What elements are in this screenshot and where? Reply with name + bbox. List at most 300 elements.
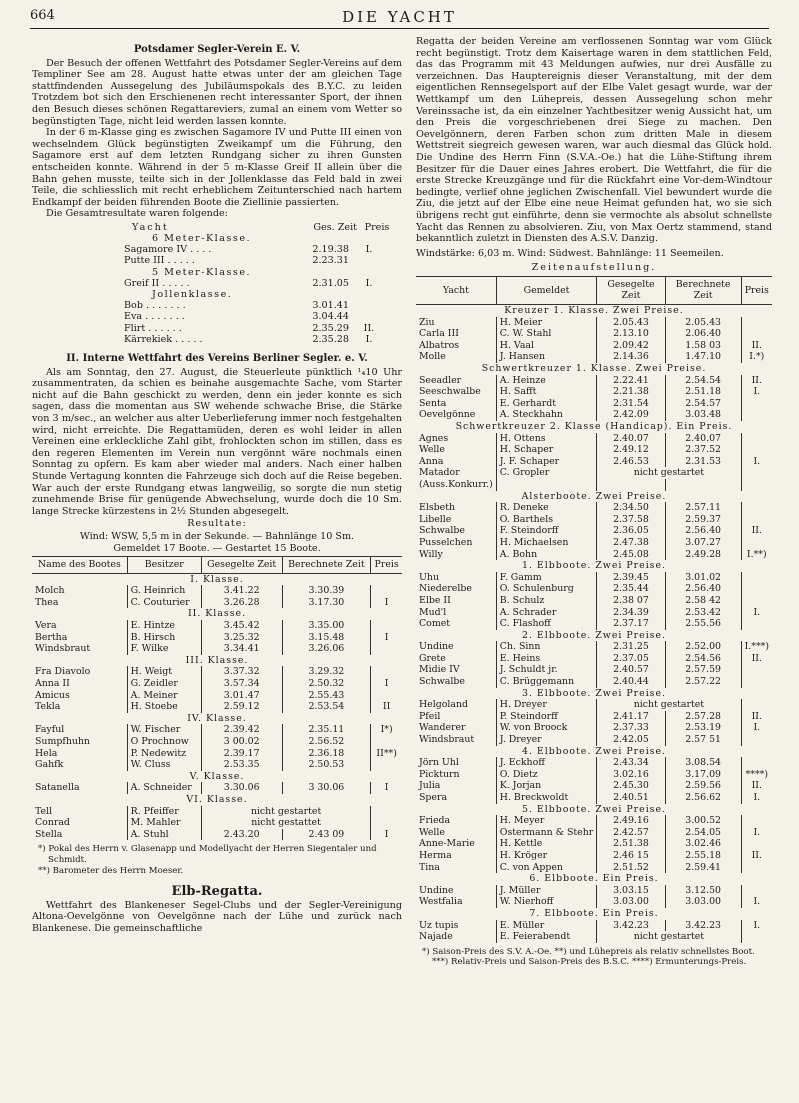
- prize: [371, 759, 402, 771]
- owner: E. Müller: [496, 920, 596, 932]
- sailed-time: 2.37.58: [597, 514, 665, 526]
- table-row: [416, 467, 772, 479]
- boat-name: Anne-Marie: [419, 838, 475, 850]
- table-row: [416, 618, 772, 630]
- boat-name: Tina: [419, 861, 440, 873]
- prize: II: [371, 701, 402, 713]
- elb-intro: Wettfahrt des Blankeneser Segel-Clubs und der Segler-Vereinigung Altona-Oevelgönne von Oevelgönne nach der Lühe und zurück nach Blankenese. Die gemeinschaftliche: [32, 899, 402, 934]
- sailed-time: 2.59.12: [201, 701, 282, 713]
- prize: [741, 734, 772, 746]
- computed-time: 3.08.54: [665, 757, 741, 769]
- computed-time: 1.58 03: [665, 340, 741, 352]
- sailed-time: nicht gestartet: [597, 467, 741, 479]
- table-row: [416, 479, 772, 491]
- owner: H. Breckwoldt: [496, 792, 596, 804]
- table-row: [32, 759, 402, 771]
- class-row: [32, 771, 402, 783]
- total-time: 2.31.05: [312, 277, 349, 289]
- prize: I.: [741, 827, 772, 839]
- boat-name: Senta: [419, 397, 447, 409]
- sailed-time: 2.37.17: [597, 618, 665, 630]
- table-row: [416, 676, 772, 688]
- class-row: [416, 746, 772, 758]
- yacht-name: Greif II . . . . .: [124, 277, 190, 289]
- owner: A. Meiner: [127, 690, 201, 702]
- owner: H. Vaal: [496, 340, 596, 352]
- table-row: [416, 328, 772, 340]
- potsdam-results-header: [32, 222, 402, 233]
- total-time: 3.01.41: [312, 300, 349, 312]
- computed-time: 2.37.52: [665, 444, 741, 456]
- computed-time: 2.40.07: [665, 433, 741, 445]
- sailed-time: 2.13.10: [597, 328, 665, 340]
- sailed-time: 3.34.41: [201, 643, 282, 655]
- owner: Ostermann & Stehr: [496, 827, 596, 839]
- column-header: Berechnete Zeit: [665, 276, 741, 304]
- owner: W. Cluss: [127, 759, 201, 771]
- prize: [741, 862, 772, 874]
- boat-name: Schwalbe: [419, 676, 465, 688]
- result-class-heading: Jollenklasse.: [152, 289, 233, 301]
- result-class-heading: 5 Meter-Klasse.: [152, 266, 252, 278]
- owner: E. Gerhardt: [496, 398, 596, 410]
- prize: II.: [741, 653, 772, 665]
- table-row: [416, 583, 772, 595]
- owner: K. Jorjan: [496, 780, 596, 792]
- computed-time: 2.54.05: [665, 827, 741, 839]
- boat-name: Anna: [419, 455, 444, 467]
- head-zeit: Ges. Zeit: [313, 221, 357, 233]
- potsdam-title: Potsdamer Segler-Verein E. V.: [133, 44, 301, 55]
- class-heading: 3. Elbboote. Zwei Preise.: [521, 687, 667, 699]
- table-row: [416, 386, 772, 398]
- computed-time: 3.42.23: [665, 920, 741, 932]
- boat-name: Uhu: [419, 571, 439, 583]
- boat-name: Molch: [35, 585, 65, 597]
- column-header: Gesegelte Zeit: [201, 557, 282, 574]
- sailed-time: 3.45.42: [201, 620, 282, 632]
- result-row: [32, 334, 402, 345]
- column-header: Berechnete Zeit: [282, 557, 371, 574]
- owner: G. Zeidler: [127, 678, 201, 690]
- class-heading: III. Klasse.: [185, 654, 249, 666]
- table-row: [32, 678, 402, 690]
- prize: ****): [741, 769, 772, 781]
- prize: [371, 736, 402, 748]
- prize: [741, 328, 772, 340]
- sailed-time: 3.03.00: [597, 896, 665, 908]
- owner: H. Safft: [496, 386, 596, 398]
- class-heading: IV. Klasse.: [187, 712, 247, 724]
- computed-time: 2.57.11: [665, 502, 741, 514]
- boat-name: Hela: [35, 747, 58, 759]
- prize: [741, 409, 772, 421]
- table-row: [416, 537, 772, 549]
- boat-name: Sumpfhuhn: [35, 735, 90, 747]
- computed-time: 2.59.41: [665, 862, 741, 874]
- owner: E. Hintze: [127, 620, 201, 632]
- sailed-time: 2.39.42: [201, 724, 282, 736]
- computed-time: 3.02.46: [665, 838, 741, 850]
- class-row: [416, 305, 772, 317]
- prize: [741, 572, 772, 584]
- sailed-time: 2.42.57: [597, 827, 665, 839]
- table-row: [32, 829, 402, 841]
- table-row: [32, 724, 402, 736]
- sailed-time: 3.03.15: [597, 885, 665, 897]
- prize: II.: [741, 711, 772, 723]
- boat-name: Vera: [35, 620, 57, 632]
- owner: H. Weigt: [127, 666, 201, 678]
- sailed-time: 3 00.02: [201, 736, 282, 748]
- computed-time: 3 30.06: [282, 782, 371, 794]
- table-row: [416, 444, 772, 456]
- table-row: [416, 664, 772, 676]
- elb-wind: Windstärke: 6,03 m. Wind: Südwest. Bahnlänge: 11 Seemeilen.: [416, 247, 724, 259]
- class-row: [416, 630, 772, 642]
- prize: I.: [741, 386, 772, 398]
- table-row: [416, 317, 772, 329]
- sailed-time: 2.43.20: [201, 829, 282, 841]
- table-row: [416, 340, 772, 352]
- computed-time: 2.31.53: [665, 456, 741, 468]
- total-time: 3.04.44: [312, 311, 349, 323]
- prize: I*): [371, 724, 402, 736]
- yacht-name: Bob . . . . . . .: [124, 300, 186, 312]
- prize: [371, 806, 402, 818]
- sailed-time: 3.57.34: [201, 678, 282, 690]
- prize: I.: [741, 607, 772, 619]
- class-row: [32, 794, 402, 806]
- prize: [349, 255, 389, 266]
- owner: A. Heinze: [496, 375, 596, 387]
- owner: C. von Appen: [496, 862, 596, 874]
- prize: [741, 664, 772, 676]
- owner: J. Dreyer: [496, 734, 596, 746]
- boat-name: Najade: [419, 931, 453, 943]
- sailed-time: nicht gestattet: [201, 817, 370, 829]
- prize: [741, 885, 772, 897]
- owner: A. Stuhl: [127, 829, 201, 841]
- class-heading: Schwertkreuzer 1. Klasse. Zwei Preise.: [481, 363, 707, 375]
- owner: J. F. Schaper: [496, 456, 596, 468]
- result-row: [32, 323, 402, 334]
- table-row: [416, 896, 772, 908]
- computed-time: [665, 479, 741, 491]
- class-heading: 4. Elbboote. Zwei Preise.: [521, 745, 667, 757]
- table-row: [416, 885, 772, 897]
- computed-time: 2.35.11: [282, 724, 371, 736]
- boat-name: Windsbraut: [419, 734, 475, 746]
- elb-title: Elb-Regatta.: [171, 884, 263, 900]
- sailed-time: 2.51.52: [597, 862, 665, 874]
- table-row: [416, 711, 772, 723]
- sailed-time: 2.31.54: [597, 398, 665, 410]
- boat-name: Windsbraut: [35, 643, 91, 655]
- class-heading: 6. Elbboote. Ein Preis.: [529, 873, 659, 885]
- table-row: [32, 701, 402, 713]
- computed-time: 2.56.40: [665, 525, 741, 537]
- owner: G. Heinrich: [127, 585, 201, 597]
- owner: P. Steindorff: [496, 711, 596, 723]
- owner: O. Dietz: [496, 769, 596, 781]
- boat-name: Niederelbe: [419, 583, 472, 595]
- owner: H. Meier: [496, 317, 596, 329]
- class-row: [32, 655, 402, 667]
- owner: O. Barthels: [496, 514, 596, 526]
- prize: [371, 666, 402, 678]
- boat-name: Undine: [419, 884, 454, 896]
- class-heading: Alsterboote. Zwei Preise.: [521, 490, 667, 502]
- sailed-time: 2.40.44: [597, 676, 665, 688]
- column-header: Gesegelte Zeit: [597, 276, 665, 304]
- boat-name: Schwalbe: [419, 525, 465, 537]
- boat-name: Pusselchen: [419, 536, 473, 548]
- computed-time: 2.55.18: [665, 850, 741, 862]
- owner: Ch. Sinn: [496, 641, 596, 653]
- prize: [741, 595, 772, 607]
- computed-time: 2.49.28: [665, 549, 741, 561]
- computed-time: 2.50.53: [282, 759, 371, 771]
- computed-time: 2.56.62: [665, 792, 741, 804]
- computed-time: 1.47.10: [665, 351, 741, 363]
- boat-name: Welle: [419, 826, 445, 838]
- prize: [741, 838, 772, 850]
- owner: H. Ottens: [496, 433, 596, 445]
- prize: II.: [741, 375, 772, 387]
- sailed-time: 2.46 15: [597, 850, 665, 862]
- class-row: [32, 573, 402, 585]
- table-row: [416, 862, 772, 874]
- boat-name: Fra Diavolo: [35, 666, 91, 678]
- sailed-time: 2.51.38: [597, 838, 665, 850]
- class-row: [416, 491, 772, 503]
- sailed-time: nicht gestartet: [597, 931, 741, 943]
- table-row: [32, 736, 402, 748]
- computed-time: 2.53.42: [665, 607, 741, 619]
- yacht-name: Sagamore IV . . . .: [124, 244, 212, 256]
- table-row: [416, 375, 772, 387]
- elb-text: Regatta der beiden Vereine am verflossenen Sonntag war vom Glück recht begünstigt. Trotz dem Kaisertage waren in dem stattlichen Feld, das das Programm mit 43 Meldungen aufwies, nur drei Ausfälle zu verzeichnen. Das Hauptereignis dieser Veranstaltung, mit der dem eigentlichen Rennsegelsport auf der Elbe Valet gesagt wurde, war der Wettkampf um den Lühepreis, dessen Aussegelung schon mehr Vereinssache ist, da ein einzelner Yachtbesitzer wenig Aussicht hat, um den Preis die vorgeschriebenen drei Siege zu machen. Den Oevelgönnern, deren Farben schon zum dritten Male in diesem Wettstreit siegreich gewesen waren, war auch diesmal das Glück hold. Die Undine des Herrn Finn (S.V.A.-Oe.) hat die Lühe-Stiftung ihrem Besitzer für die Dauer eines Jahres erobert. Die Wettfahrt, die für die erste Strecke Kreuzgänge und für die Rückfahrt eine Vor-dem-Windtour bedingte, verlief ohne jeglichen Zwischenfall. Viel bewundert wurde die Ziu, die jetzt auf der Elbe eine neue Heimat gefunden hat, wo sie sich übrigens recht gut einführte, denn sie vermochte als absolut schnellste Yacht das Rennen zu absolvieren. Ziu, von Max Oertz stammend, stand bekanntlich zuletzt in Diensten des A.S.V. Danzig.: [416, 36, 772, 245]
- table-row: [32, 643, 402, 655]
- boat-name: Elbe II: [419, 594, 451, 606]
- column-header: Besitzer: [127, 557, 201, 574]
- table-row: [416, 780, 772, 792]
- owner: H. Schaper: [496, 444, 596, 456]
- class-heading: I. Klasse.: [190, 573, 244, 585]
- boat-name: Tekla: [35, 701, 61, 713]
- owner: H. Dreyer: [496, 699, 596, 711]
- computed-time: 3.30.39: [282, 585, 371, 597]
- table-row: [416, 572, 772, 584]
- table-row: [416, 653, 772, 665]
- boat-name: Wanderer: [419, 722, 466, 734]
- table-row: [416, 351, 772, 363]
- sailed-time: 2.37.05: [597, 653, 665, 665]
- sailed-time: 2.43.34: [597, 757, 665, 769]
- computed-time: 3.35.00: [282, 620, 371, 632]
- class-heading: 5. Elbboote. Zwei Preise.: [521, 803, 667, 815]
- boat-name: Albatros: [419, 339, 460, 351]
- table-row: [416, 792, 772, 804]
- computed-time: 3.17.30: [282, 597, 371, 609]
- boat-name: Seeschwalbe: [419, 386, 481, 398]
- boat-name: Julia: [419, 780, 441, 792]
- sailed-time: 2.21.38: [597, 386, 665, 398]
- header-rule: [30, 28, 769, 29]
- computed-time: 3.03.48: [665, 409, 741, 421]
- boat-name: Helgoland: [419, 699, 468, 711]
- table-row: [32, 597, 402, 609]
- boat-name: Fayful: [35, 724, 65, 736]
- yacht-name: Eva . . . . . . .: [124, 311, 185, 323]
- sailed-time: [597, 479, 665, 491]
- boat-name: Spera: [419, 792, 448, 803]
- result-row: [32, 300, 402, 311]
- boat-name: Carla III: [419, 328, 459, 340]
- prize: I.: [365, 277, 373, 289]
- sailed-time: 2.42.05: [597, 734, 665, 746]
- boat-name: Mud'l: [419, 606, 447, 618]
- boat-name: Pfeil: [419, 710, 441, 722]
- owner: J. Müller: [496, 885, 596, 897]
- owner: J. Eckhoff: [496, 757, 596, 769]
- prize: II.: [741, 850, 772, 862]
- computed-time: 3.00.52: [665, 815, 741, 827]
- prize: I.: [741, 792, 772, 804]
- boat-name: Ziu: [419, 316, 435, 328]
- boat-name: (Auss.Konkurr.): [419, 478, 493, 490]
- table-row: [416, 734, 772, 746]
- owner: [496, 479, 596, 491]
- prize: II.: [741, 525, 772, 537]
- owner: E. Feierabendt: [496, 931, 596, 943]
- prize: [741, 618, 772, 630]
- table-row: [416, 815, 772, 827]
- sailed-time: nicht gestartet: [597, 699, 741, 711]
- computed-time: 3.07.27: [665, 537, 741, 549]
- prize: [741, 699, 772, 711]
- yacht-name: Kärrekiek . . . . .: [124, 333, 203, 345]
- elb-footnote: *) Saison-Preis des S.V. A.-Oe. **) und Lühepreis als relativ schnellstes Boot. ***) Relativ-Preis und Saison-Preis des B.S.C. ****) Ermunterungs-Preis.: [422, 946, 755, 968]
- boat-name: Elsbeth: [419, 502, 456, 514]
- table-row: [416, 502, 772, 514]
- sailed-time: 2.42.09: [597, 409, 665, 421]
- computed-time: 2.56.52: [282, 736, 371, 748]
- head-yacht: Yacht: [132, 221, 169, 233]
- prize: [741, 815, 772, 827]
- prize: [371, 585, 402, 597]
- owner: J. Hansen: [496, 351, 596, 363]
- owner: R. Pfeiffer: [127, 806, 201, 818]
- computed-time: 3.12.50: [665, 885, 741, 897]
- owner: R. Deneke: [496, 502, 596, 514]
- boat-name: Stella: [35, 828, 63, 840]
- prize: [741, 444, 772, 456]
- berlin-footnote-1: *) Pokal des Herrn v. Glasenapp und Modellyacht der Herren Siegentaler und Schmidt.: [38, 844, 377, 865]
- table-row: [416, 433, 772, 445]
- table-row: [32, 782, 402, 794]
- table-row: [416, 641, 772, 653]
- head-preis: Preis: [364, 221, 390, 233]
- owner: M. Mahler: [127, 817, 201, 829]
- column-header: Preis: [741, 276, 772, 304]
- class-heading: Kreuzer 1. Klasse. Zwei Preise.: [504, 305, 684, 317]
- boat-name: Oevelgönne: [419, 409, 476, 421]
- right-column: [416, 36, 772, 968]
- table-row: [416, 456, 772, 468]
- sailed-time: 2.34.50: [597, 502, 665, 514]
- table-row: [32, 620, 402, 632]
- prize: [741, 467, 772, 479]
- prize: I.: [741, 920, 772, 932]
- result-row: [32, 244, 402, 255]
- computed-time: 3.29.32: [282, 666, 371, 678]
- prize: [371, 690, 402, 702]
- total-time: 2.35.29: [312, 322, 349, 334]
- computed-time: 3.17.09: [665, 769, 741, 781]
- table-row: [32, 748, 402, 760]
- boat-name: Midie IV: [419, 664, 460, 676]
- owner: B. Hirsch: [127, 632, 201, 644]
- berlin-results-table: [32, 556, 402, 840]
- owner: C. Gropler: [496, 467, 596, 479]
- owner: H. Stoebe: [127, 701, 201, 713]
- class-heading: 7. Elbboote. Ein Preis.: [529, 907, 659, 919]
- owner: A. Schneider: [127, 782, 201, 794]
- owner: C. Brüggemann: [496, 676, 596, 688]
- owner: A. Bohn: [496, 549, 596, 561]
- sailed-time: 2.45.30: [597, 780, 665, 792]
- table-row: [416, 769, 772, 781]
- sailed-time: 2.40.57: [597, 664, 665, 676]
- table-row: [416, 850, 772, 862]
- boat-name: Pickturn: [419, 768, 460, 780]
- sailed-time: 2.49.16: [597, 815, 665, 827]
- computed-time: 2.53.19: [665, 722, 741, 734]
- boat-name: Matador: [419, 467, 460, 479]
- computed-time: 2.54.57: [665, 398, 741, 410]
- table-row: [32, 817, 402, 829]
- sailed-time: 2.34.39: [597, 607, 665, 619]
- owner: F. Gamm: [496, 572, 596, 584]
- boat-name: Gahfk: [35, 759, 64, 771]
- prize: I.: [365, 244, 373, 256]
- computed-time: 2.06.40: [665, 328, 741, 340]
- sailed-time: 3.01.47: [201, 690, 282, 702]
- computed-time: 2.53.54: [282, 701, 371, 713]
- computed-time: 2.55.56: [665, 618, 741, 630]
- prize: [349, 311, 389, 322]
- sailed-time: 2.14.36: [597, 351, 665, 363]
- owner: H. Kettle: [496, 838, 596, 850]
- table-row: [416, 757, 772, 769]
- boat-name: Libelle: [419, 513, 452, 525]
- table-row: [416, 920, 772, 932]
- boat-name: Frieda: [419, 815, 451, 827]
- computed-time: 3.15.48: [282, 632, 371, 644]
- sailed-time: 2.45.08: [597, 549, 665, 561]
- yacht-name: Putte III . . . . .: [124, 255, 195, 267]
- computed-time: 2.55.43: [282, 690, 371, 702]
- sailed-time: 2.36.05: [597, 525, 665, 537]
- column-header: Preis: [371, 557, 402, 574]
- column-header: Gemeldet: [496, 276, 596, 304]
- sailed-time: 2.46.53: [597, 456, 665, 468]
- sailed-time: 2.49.12: [597, 444, 665, 456]
- yacht-name: Flirt . . . . . .: [124, 322, 182, 334]
- table-row: [416, 549, 772, 561]
